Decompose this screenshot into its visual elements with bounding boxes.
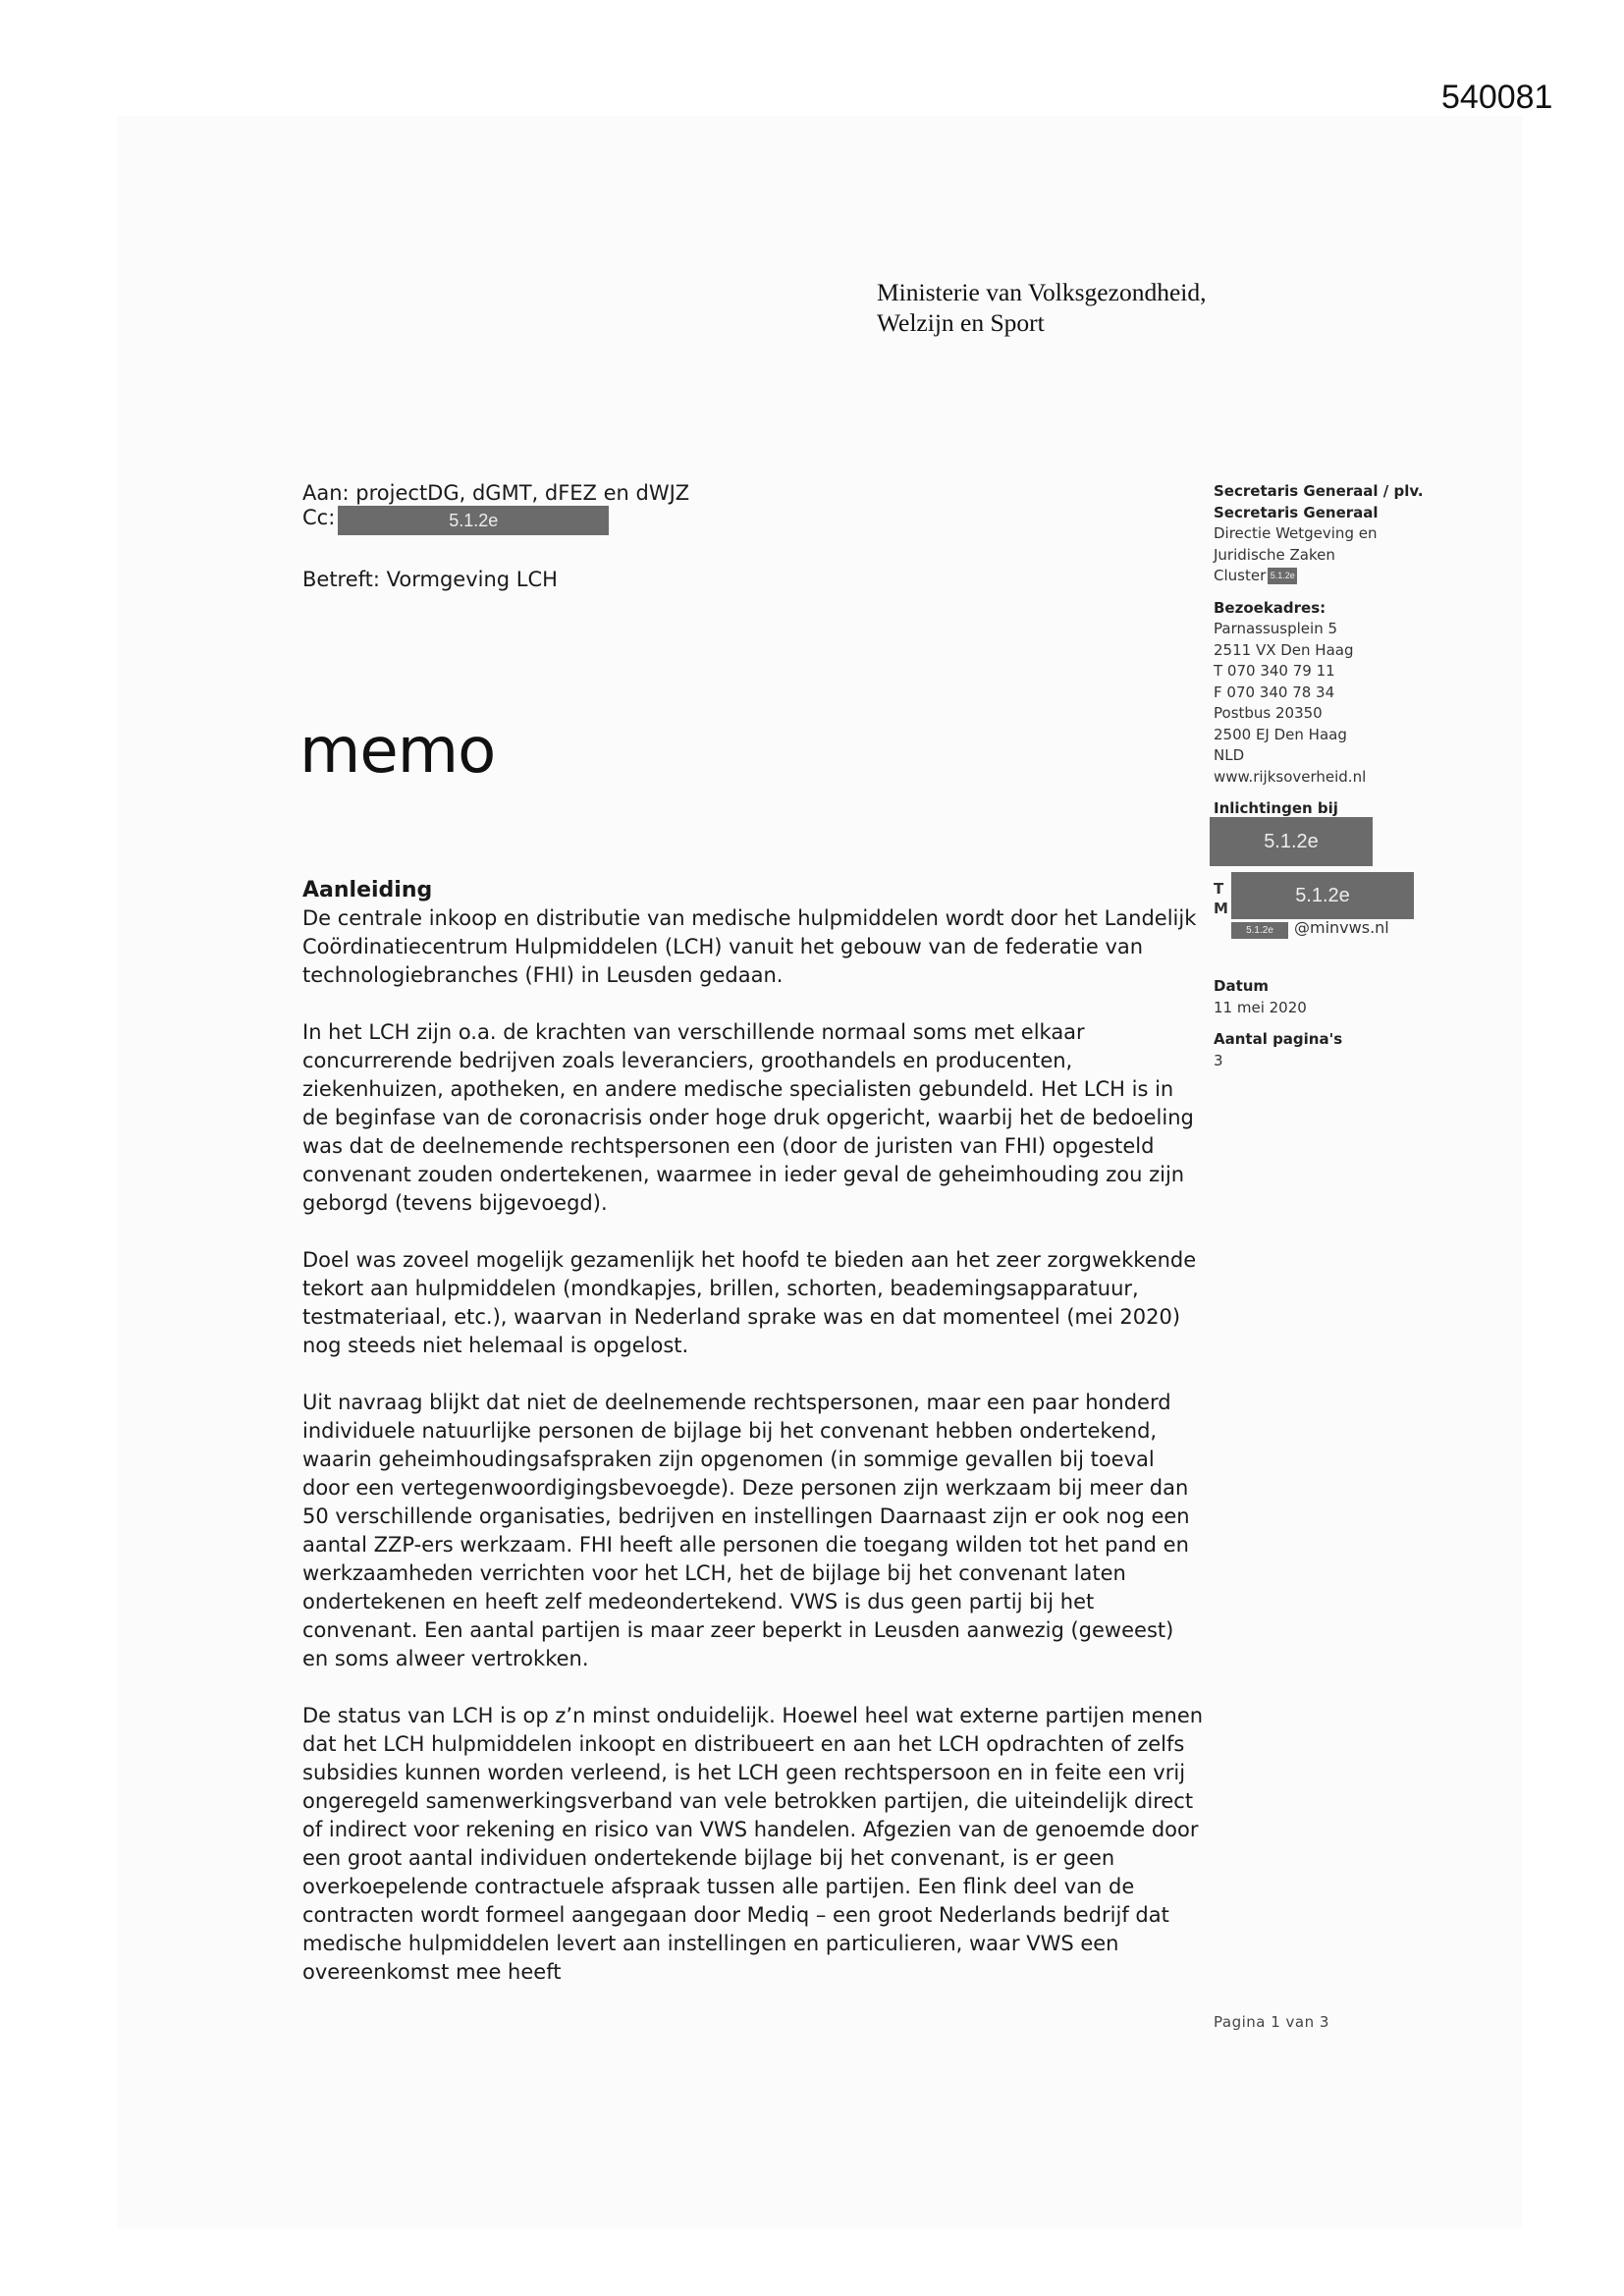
document-id: 540081	[1441, 79, 1553, 116]
pobox-city: 2500 EJ Den Haag	[1214, 725, 1347, 743]
directorate-line-1: Directie Wetgeving en	[1214, 524, 1378, 542]
cluster-line	[1214, 566, 1469, 587]
mail-redaction-box: 5.1.2e	[1231, 922, 1288, 939]
postcode-city: 2511 VX Den Haag	[1214, 640, 1354, 659]
cluster-label: Cluster	[1214, 567, 1267, 584]
body-paragraph: Doel was zoveel mogelijk gezamenlijk het hoofd te bieden aan het zeer zorgwekkende tekort aan hulpmiddelen (mondkapjes, brillen, schorten, beademingsapparatuur, testmateriaal, etc.), waarvan in Nederland sprake was en dat momenteel (mei 2020) nog steeds niet helemaal is opgelost.	[302, 1248, 1197, 1357]
contact-redaction-box: 5.1.2e	[1231, 872, 1414, 919]
memo-body	[302, 876, 1206, 2015]
cc-label: Cc:	[302, 506, 336, 529]
directorate-line-2: Juridische Zaken	[1214, 545, 1335, 564]
mail-domain: @minvws.nl	[1294, 918, 1389, 937]
t-label: T	[1214, 880, 1224, 898]
to-line: Aan: projectDG, dGMT, dFEZ en dWJZ	[302, 481, 690, 505]
info-redaction-box: 5.1.2e	[1210, 817, 1373, 866]
cc-redaction-box: 5.1.2e	[338, 506, 609, 535]
fax: F 070 340 78 34	[1214, 683, 1335, 701]
pages-value: 3	[1214, 1051, 1223, 1069]
body-paragraph: De status van LCH is op z’n minst onduidelijk. Hoewel heel wat externe partijen menen dat het LCH hulpmiddelen inkoopt en distribueert en aan het LCH opdrachten of zelfs subsidies kunnen worden verleend, is het LCH geen rechtspersoon en in feite een vrij ongeregeld samenwerkingsverband van vele betrokken partijen, die uiteindelijk direct of indirect voor rekening en risico van VWS handelen. Afgezien van de genoemde door een groot aantal individuen ondertekende bijlage bij het convenant, is er geen overkoepelende contractuele afspraak tussen alle partijen. Een flink deel van de contracten wordt formeel aangegaan door Mediq – een groot Nederlands bedrijf dat medische hulpmiddelen levert aan instellingen en particulieren, waar VWS een overeenkomst mee heeft	[302, 1704, 1204, 1984]
body-paragraph: Uit navraag blijkt dat niet de deelnemende rechtspersonen, maar een paar honderd individuele natuurlijke personen de bijlage bij het convenant hebben ondertekend, waarin geheimhoudingsafspraken zijn opgenomen (in sommige gevallen bij toeval door een vertegenwoordigingsbevoegde). Deze personen zijn werkzaam bij meer dan 50 verschillende organisaties, bedrijven en instellingen Daarnaast zijn er ook nog een aantal ZZP-ers werkzaam. FHI heeft alle personen die toegang wilden tot het pand en werkzaamheden verrichten voor het LCH, het de bijlage bij het convenant laten ondertekenen en heeft zelf medeondertekend. VWS is dus geen partij bij het convenant. Een aantal partijen is maar zeer beperkt in Leusden aanwezig (geweest) en soms alweer vertrokken.	[302, 1391, 1190, 1670]
page-indicator: Pagina 1 van 3	[1214, 2013, 1329, 2031]
subject-line: Betreft: Vormgeving LCH	[302, 568, 558, 591]
body-paragraph: De centrale inkoop en distributie van medische hulpmiddelen wordt door het Landelijk Coördinatiecentrum Hulpmiddelen (LCH) vanuit het gebouw van de federatie van technologiebranches (FHI) in Leusden gedaan.	[302, 906, 1197, 987]
ministry-logo-text	[877, 277, 1206, 338]
cc-line	[302, 506, 689, 530]
website: www.rijksoverheid.nl	[1214, 767, 1367, 786]
pobox: Postbus 20350	[1214, 704, 1323, 722]
country: NLD	[1214, 746, 1245, 764]
date-value: 11 mei 2020	[1214, 998, 1307, 1016]
body-paragraph: In het LCH zijn o.a. de krachten van verschillende normaal soms met elkaar concurrerende bedrijven zoals leveranciers, groothandels en producenten, ziekenhuizen, apotheken, en andere medische specialisten gebundeld. Het LCH is in de beginfase van de coronacrisis onder hoge druk opgericht, waarbij het de bedoeling was dat de deelnemende rechtspersonen een (door de juristen van FHI) opgesteld convenant zouden ondertekenen, waarmee in ieder geval de geheimhouding zou zijn geborgd (tevens bijgevoegd).	[302, 1020, 1194, 1215]
phone: T 070 340 79 11	[1214, 662, 1335, 680]
sidebar-meta	[1214, 976, 1469, 1071]
sidebar-sender	[1214, 481, 1469, 820]
info-heading: Inlichtingen bij	[1214, 799, 1338, 817]
sender-line-2: Secretaris Generaal	[1214, 503, 1379, 521]
section-heading: Aanleiding	[302, 878, 433, 902]
addressee-block	[302, 481, 689, 530]
cluster-redaction-box: 5.1.2e	[1268, 568, 1297, 584]
street: Parnassusplein 5	[1214, 620, 1338, 637]
date-heading: Datum	[1214, 977, 1270, 995]
sender-line-1: Secretaris Generaal / plv.	[1214, 482, 1424, 500]
visit-address-heading: Bezoekadres:	[1214, 598, 1326, 617]
pages-heading: Aantal pagina's	[1214, 1030, 1343, 1048]
m-label: M	[1214, 900, 1228, 917]
ministry-line-1: Ministerie van Volksgezondheid,	[877, 278, 1207, 306]
ministry-line-2: Welzijn en Sport	[877, 308, 1045, 337]
document-type-title: memo	[299, 715, 496, 788]
